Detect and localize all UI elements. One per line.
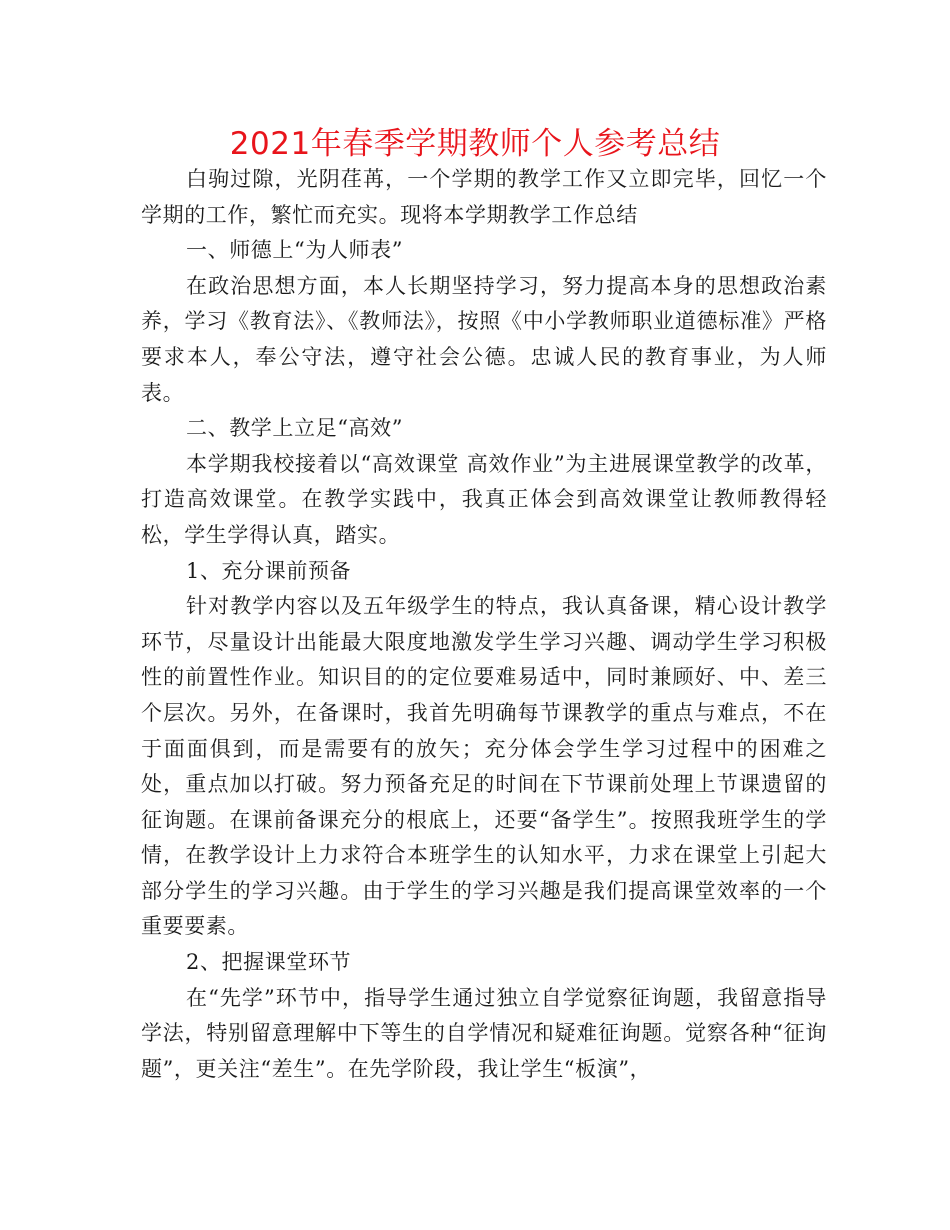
paragraph-ethics: 在政治思想方面，本人长期坚持学习，努力提高本身的思想政治素养，学习《教育法》、《教师法》，按照《中小学教师职业道德标准》严格要求本人，奉公守法，遵守社会公德。忠诚人民的教育事业，为人师表。: [141, 273, 827, 405]
document-title: 2021年春季学期教师个人参考总结: [229, 126, 721, 162]
document-body: [141, 162, 827, 1087]
heading-subsection-1: 1、充分课前预备: [186, 558, 352, 583]
paragraph-preparation: 针对教学内容以及五年级学生的特点，我认真备课，精心设计教学环节，尽量设计出能最大限度地激发学生学习兴趣、调动学生学习积极性的前置性作业。知识目的的定位要难易适中，同时兼顾好、中、差三个层次。另外，在备课时，我首先明确每节课教学的重点与难点，不在于面面俱到，而是需要有的放矢；充分体会学生学习过程中的困难之处，重点加以打破。努力预备充足的时间在下节课前处理上节课遗留的征询题。在课前备课充分的根底上，还要“备学生”。按照我班学生的学情，在教学设计上力求符合本班学生的认知水平，力求在课堂上引起大部分学生的学习兴趣。由于学生的学习兴趣是我们提高课堂效率的一个重要要素。: [141, 594, 827, 939]
heading-section-1: 一、师德上“为人师表”: [186, 238, 404, 263]
paragraph-classroom-steps: 在“先学”环节中，指导学生通过独立自学觉察征询题，我留意指导学法，特别留意理解中下等生的自学情况和疑难征询题。觉察各种“征询题”，更关注“差生”。在先学阶段，我让学生“板演”，: [141, 985, 827, 1081]
paragraph-intro: 白驹过隙，光阴荏苒，一个学期的教学工作又立即完毕，回忆一个学期的工作，繁忙而充实。现将本学期教学工作总结: [141, 167, 827, 227]
heading-subsection-2: 2、把握课堂环节: [186, 950, 352, 975]
heading-section-2: 二、教学上立足“高效”: [186, 416, 404, 441]
paragraph-efficient-classroom: 本学期我校接着以“高效课堂 高效作业”为主进展课堂教学的改革，打造高效课堂。在教学实践中，我真正体会到高效课堂让教师教得轻松，学生学得认真，踏实。: [141, 451, 827, 547]
